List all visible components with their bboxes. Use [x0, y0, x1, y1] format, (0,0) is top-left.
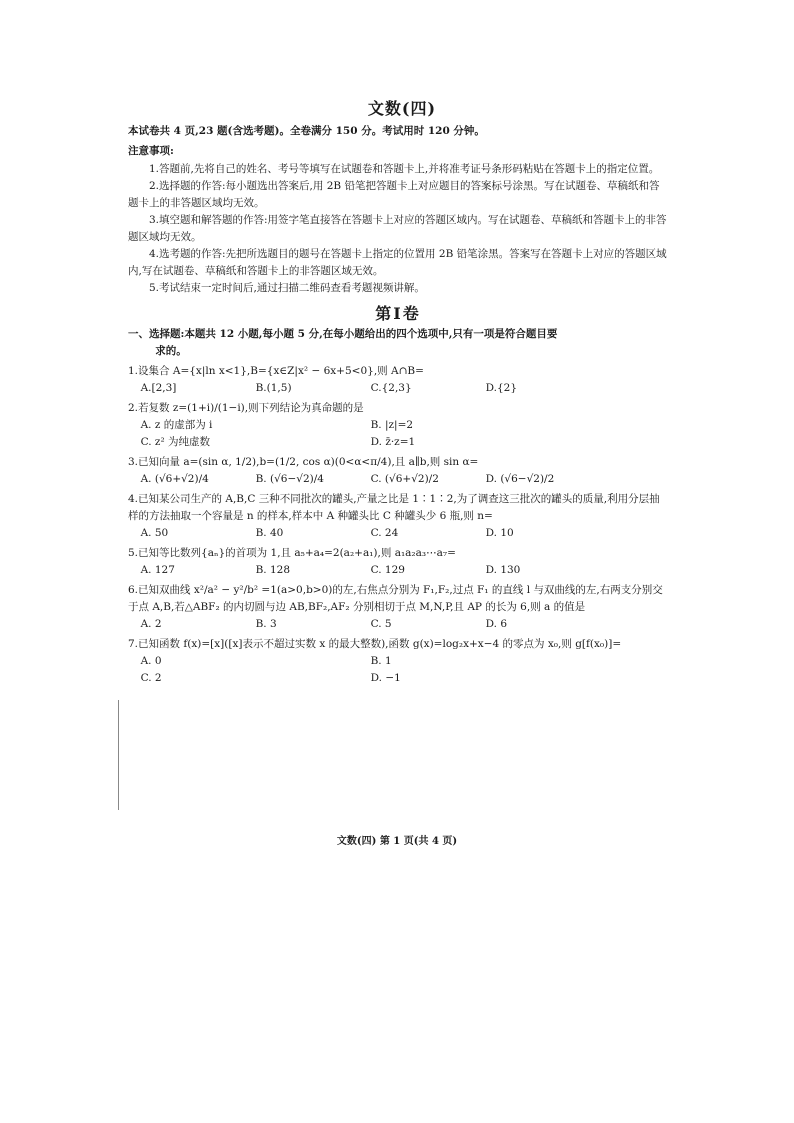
option-row: [128, 434, 668, 451]
option-c: C. 129: [370, 564, 405, 576]
notice-item: 5.考试结束一定时间后,通过扫描二维码查看考题视频讲解。: [149, 282, 425, 294]
option-c: C. z² 为纯虚数: [140, 436, 211, 448]
notice-heading: 注意事项:: [128, 145, 174, 157]
notice-item: 2.选择题的作答:每小题选出答案后,用 2B 铅笔把答题卡上对应题目的答案标号涂黑。写在试题卷、草稿纸和答题卡上的非答题区域均无效。: [128, 180, 660, 209]
notice-item: 3.填空题和解答题的作答:用签字笔直接答在答题卡上对应的答题区域内。写在试题卷、草稿纸和答题卡上的非答题区域均无效。: [128, 214, 667, 243]
notice-block: [128, 143, 668, 297]
page-content: [128, 100, 668, 687]
question-2: [128, 400, 668, 451]
option-c: C. 5: [370, 618, 392, 630]
option-b: B. 1: [370, 655, 392, 667]
option-row: [128, 670, 668, 687]
question-stem: 5.已知等比数列{aₙ}的首项为 1,且 a₅+a₄=2(a₂+a₁),则 a₁a₂a₃⋯a₇=: [128, 547, 456, 559]
question-stem: 7.已知函数 f(x)=[x]([x]表示不超过实数 x 的最大整数),函数 g(x)=log₂x+x−4 的零点为 x₀,则 g[f(x₀)]=: [128, 638, 622, 650]
part-heading-cont: 求的。: [155, 345, 187, 357]
option-c: C. (√6+√2)/2: [370, 473, 439, 485]
option-c: C.{2,3}: [370, 382, 412, 394]
part-heading: [128, 326, 668, 360]
option-row: [128, 380, 668, 397]
option-d: D.{2}: [485, 382, 518, 394]
option-row: [128, 653, 668, 670]
option-b: B. |z|=2: [370, 419, 414, 431]
page-title: 文数(四): [367, 99, 437, 118]
notice-item: 1.答题前,先将自己的姓名、考号等填写在试题卷和答题卡上,并将准考证号条形码粘贴在答题卡上的指定位置。: [149, 163, 660, 175]
option-d: D. 6: [485, 618, 507, 630]
option-c: C. 2: [140, 672, 162, 684]
question-stem: 1.设集合 A={x|ln x<1},B={x∈Z|x² − 6x+5<0},则 A∩B=: [128, 365, 424, 377]
question-5: [128, 545, 668, 579]
option-b: B. 128: [255, 564, 291, 576]
option-d: D. −1: [370, 672, 401, 684]
option-d: D. 10: [485, 527, 514, 539]
part-heading-text: 一、选择题:本题共 12 小题,每小题 5 分,在每小题给出的四个选项中,只有一项是符合题目要: [128, 328, 558, 340]
option-b: B. 40: [255, 527, 284, 539]
option-c: C. 24: [370, 527, 399, 539]
option-a: A. z 的虚部为 i: [140, 419, 213, 431]
question-4: [128, 491, 668, 542]
option-a: A. 127: [140, 564, 175, 576]
question-stem: 2.若复数 z=(1+i)/(1−i),则下列结论为真命题的是: [128, 402, 364, 414]
option-row: [128, 616, 668, 633]
question-stem: 4.已知某公司生产的 A,B,C 三种不同批次的罐头,产量之比是 1∶1∶2,为了调查这三批次的罐头的质量,利用分层抽样的方法抽取一个容量是 n 的样本,样本中 A 种罐头比 C 种罐头少 6 瓶,则 n=: [128, 493, 660, 522]
question-7: [128, 636, 668, 687]
option-a: A.[2,3]: [140, 382, 177, 394]
option-d: D. 130: [485, 564, 521, 576]
question-stem: 3.已知向量 a=(sin α, 1/2),b=(1/2, cos α)(0<α<π/4),且 a∥b,则 sin α=: [128, 456, 479, 468]
option-row: [128, 525, 668, 542]
option-row: [128, 417, 668, 434]
option-b: B.(1,5): [255, 382, 292, 394]
question-1: [128, 363, 668, 397]
option-row: [128, 562, 668, 579]
option-b: B. (√6−√2)/4: [255, 473, 324, 485]
option-a: A. 2: [140, 618, 162, 630]
option-b: B. 3: [255, 618, 277, 630]
question-3: [128, 454, 668, 488]
option-a: A. (√6+√2)/4: [140, 473, 209, 485]
option-a: A. 0: [140, 655, 162, 667]
question-stem: 6.已知双曲线 x²/a² − y²/b² =1(a>0,b>0)的左,右焦点分别为 F₁,F₂,过点 F₁ 的直线 l 与双曲线的左,右两支分别交于点 A,B,若△ABF₂ 的内切圆与边 AB,BF₂,AF₂ 分别相切于点 M,N,P,且 AP 的长为 6,则 a 的值是: [128, 584, 663, 613]
exam-intro: 本试卷共 4 页,23 题(含选考题)。全卷满分 150 分。考试用时 120 分钟。: [128, 125, 485, 137]
option-row: [128, 471, 668, 488]
option-d: D. z̄·z=1: [370, 436, 416, 448]
option-a: A. 50: [140, 527, 169, 539]
binding-margin-line: [118, 700, 119, 810]
option-d: D. (√6−√2)/2: [485, 473, 555, 485]
notice-item: 4.选考题的作答:先把所选题目的题号在答题卡上指定的位置用 2B 铅笔涂黑。答案写在答题卡上对应的答题区域内,写在试题卷、草稿纸和答题卡上的非答题区域无效。: [128, 248, 667, 277]
page-footer: 文数(四) 第 1 页(共 4 页): [336, 836, 458, 847]
section-title: 第Ⅰ卷: [375, 304, 421, 323]
question-6: [128, 582, 668, 633]
